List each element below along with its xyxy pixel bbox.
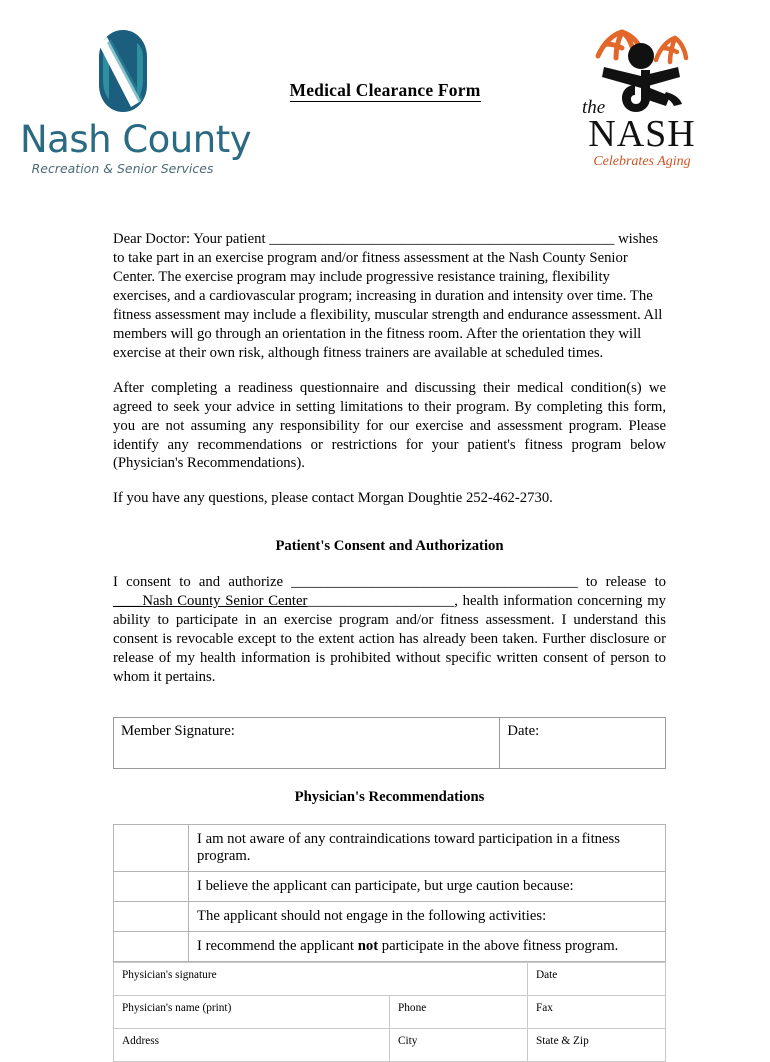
physician-name-cell[interactable]: Physician's name (print) (114, 996, 390, 1029)
consent-part-1: I consent to and authorize (113, 574, 292, 591)
physician-info-table (113, 962, 666, 1062)
consent-paragraph (113, 573, 666, 687)
document-body (113, 230, 666, 1062)
member-signature-cell[interactable]: Member Signature: (114, 718, 500, 769)
patient-name-blank[interactable]: _______________________________________________ (269, 231, 615, 247)
consent-organization: Nash County Senior Center (142, 593, 308, 610)
physician-recommendations-heading: Physician's Recommendations (294, 789, 485, 806)
table-row (114, 825, 666, 872)
page-title-text: Medical Clearance Form (289, 80, 481, 100)
physician-city-cell[interactable]: City (390, 1029, 528, 1062)
member-signature-table (113, 717, 666, 769)
nash-county-wordmark: Nash County (20, 118, 252, 161)
physician-fax-cell[interactable]: Fax (528, 996, 666, 1029)
physician-signature-cell[interactable]: Physician's signature (114, 963, 528, 996)
recommendation-text-4-before: I recommend the applicant (197, 938, 358, 955)
physician-state-zip-cell[interactable]: State & Zip (528, 1029, 666, 1062)
consent-part-3: , health information concerning my ability to participate in an exercise program and/or fitness assessment. I understand this consent is revocable except to the extent action has already been taken. Further disclosure or release of my health information is prohibited without specific written consent of person to whom it pertains. (113, 593, 666, 686)
physician-phone-cell[interactable]: Phone (390, 996, 528, 1029)
table-row (114, 718, 666, 769)
table-row (114, 963, 666, 996)
recommendation-checkbox-3[interactable] (114, 902, 189, 932)
letter-paragraph-1 (113, 230, 666, 363)
recommendation-text-2: I believe the applicant can participate, but urge caution because: (189, 872, 666, 902)
recommendation-checkbox-1[interactable] (114, 825, 189, 872)
the-nash-subtitle: Celebrates Aging (593, 154, 691, 169)
letter-p1-lead: Dear Doctor: Your patient (113, 231, 270, 247)
consent-part-2: to release to (577, 574, 666, 591)
nash-county-emblem-icon (59, 25, 187, 117)
physician-recommendations-table (113, 824, 666, 962)
table-row (114, 872, 666, 902)
table-row (114, 932, 666, 962)
recommendation-text-4-after: participate in the above fitness program. (378, 938, 619, 955)
letter-paragraph-2: After completing a readiness questionnaire and discussing their medical condition(s) we agreed to seek your advice in setting limitations to their program. By completing this form, you are not assuming any responsibility for our exercise and assessment program. Please identify any recommendations or restrictions for your patient's fitness program below (Physician's Recommendations). (113, 379, 666, 472)
physician-address-cell[interactable]: Address (114, 1029, 390, 1062)
letter-p1-rest: wishes to take part in an exercise program and/or fitness assessment at the Nash County Senior Center. The exercise program may include progressive resistance training, flexibility exercises, and a cardiovascular program; increasing in duration and intensity over time. The fitness assessment may include a flexibility, muscular strength and endurance assessment. All members will go through an orientation in the fitness room. After the orientation they will exercise at their own risk, although fitness trainers are available at scheduled times. (113, 231, 663, 361)
letter-paragraph-3: If you have any questions, please contact Morgan Doughtie 252-462-2730. (113, 490, 553, 507)
recommendation-text-4 (189, 932, 666, 962)
recommendation-checkbox-4[interactable] (114, 932, 189, 962)
document-header (0, 0, 770, 205)
authorize-blank[interactable]: _______________________________________ (291, 574, 578, 591)
consent-heading: Patient's Consent and Authorization (275, 538, 504, 555)
recommendation-checkbox-2[interactable] (114, 872, 189, 902)
the-nash-wordmark: NASH (588, 113, 696, 155)
recommendation-text-4-emphasis: not (357, 938, 379, 955)
table-row (114, 1029, 666, 1062)
the-nash-logo (572, 26, 712, 169)
consent-blank-suffix[interactable]: ____________________ (307, 593, 455, 610)
member-date-cell[interactable]: Date: (500, 718, 666, 769)
recommendation-text-1: I am not aware of any contraindications toward participation in a fitness program. (189, 825, 666, 872)
table-row (114, 902, 666, 932)
the-nash-the-text: the (582, 97, 606, 118)
nash-county-tagline: Recreation & Senior Services (31, 160, 214, 176)
physician-date-cell[interactable]: Date (528, 963, 666, 996)
recommendation-text-3: The applicant should not engage in the following activities: (189, 902, 666, 932)
consent-blank-prefix[interactable]: ____ (113, 593, 143, 610)
